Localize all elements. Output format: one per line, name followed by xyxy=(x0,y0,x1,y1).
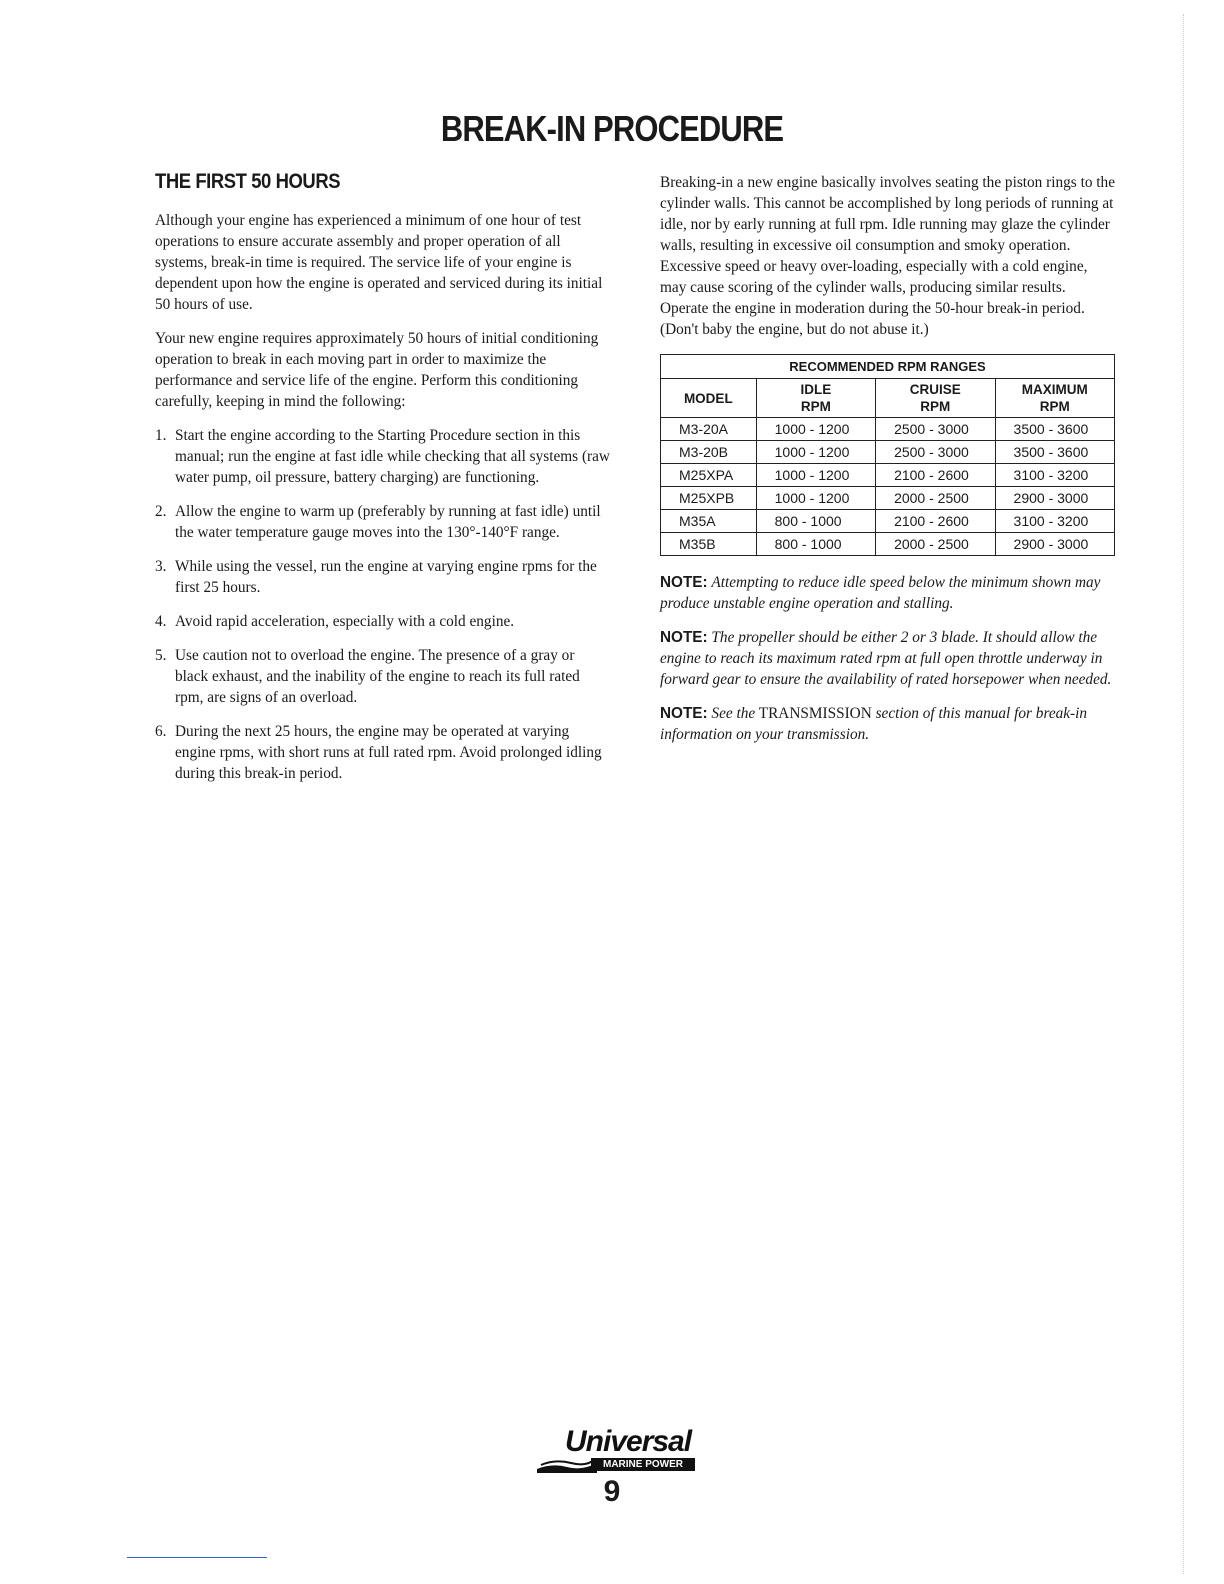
step-text: Use caution not to overload the engine. The presence of a gray or black exhaust, and the inability of the engine to reach its full rated rpm, are signs of an overload. xyxy=(175,647,580,706)
step-number: 2. xyxy=(155,503,167,520)
cruise-cell: 2500 - 3000 xyxy=(876,418,995,441)
table-row xyxy=(661,510,1115,533)
max-cell: 3500 - 3600 xyxy=(995,441,1114,464)
model-cell: M35A xyxy=(661,510,757,533)
note-label: NOTE: xyxy=(660,574,708,591)
idle-cell: 1000 - 1200 xyxy=(756,418,875,441)
break-in-steps xyxy=(155,425,610,784)
max-cell: 2900 - 3000 xyxy=(995,533,1114,556)
max-cell: 3100 - 3200 xyxy=(995,510,1114,533)
logo-brand: Universal xyxy=(565,1425,692,1458)
list-item xyxy=(155,501,610,543)
column-header-maximum: MAXIMUM RPM xyxy=(995,379,1114,418)
note-text: Attempting to reduce idle speed below the minimum shown may produce unstable engine operation and stalling. xyxy=(660,574,1101,612)
right-column xyxy=(660,172,1115,758)
logo-tagline: MARINE POWER xyxy=(591,1458,695,1471)
column-header-idle: IDLE RPM xyxy=(756,379,875,418)
step-text: Avoid rapid acceleration, especially with a cold engine. xyxy=(175,613,515,630)
model-cell: M35B xyxy=(661,533,757,556)
step-text: Start the engine according to the Starting Procedure section in this manual; run the engine at fast idle while checking that all systems (raw water pump, oil pressure, battery charging) are functioning. xyxy=(175,427,610,486)
list-item xyxy=(155,645,610,708)
step-number: 4. xyxy=(155,613,167,630)
step-text: Allow the engine to warm up (preferably by running at fast idle) until the water temperature gauge moves into the 130°-140°F range. xyxy=(175,503,601,541)
list-item xyxy=(155,556,610,598)
footer-rule xyxy=(127,1557,267,1558)
idle-cell: 1000 - 1200 xyxy=(756,464,875,487)
idle-cell: 1000 - 1200 xyxy=(756,441,875,464)
step-number: 3. xyxy=(155,558,167,575)
column-header-cruise: CRUISE RPM xyxy=(876,379,995,418)
left-column xyxy=(155,170,610,797)
page-edge-rule xyxy=(1183,14,1184,1574)
page-title: BREAK-IN PROCEDURE xyxy=(440,108,784,150)
step-text: While using the vessel, run the engine at varying engine rpms for the first 25 hours. xyxy=(175,558,597,596)
cruise-cell: 2100 - 2600 xyxy=(876,464,995,487)
cruise-cell: 2000 - 2500 xyxy=(876,487,995,510)
list-item xyxy=(155,721,610,784)
section-heading: THE FIRST 50 HOURS xyxy=(155,170,341,193)
model-cell: M3-20A xyxy=(661,418,757,441)
idle-cell: 800 - 1000 xyxy=(756,510,875,533)
table-row xyxy=(661,487,1115,510)
note-label: NOTE: xyxy=(660,705,708,722)
table-row xyxy=(661,441,1115,464)
step-text: During the next 25 hours, the engine may be operated at varying engine rpms, with short runs at full rated rpm. Avoid prolonged idling during this break-in period. xyxy=(175,723,602,782)
list-item xyxy=(155,425,610,488)
table-row xyxy=(661,418,1115,441)
cruise-cell: 2500 - 3000 xyxy=(876,441,995,464)
column-header-model: MODEL xyxy=(661,379,757,418)
idle-cell: 800 - 1000 xyxy=(756,533,875,556)
model-cell: M3-20B xyxy=(661,441,757,464)
intro-paragraph: Although your engine has experienced a minimum of one hour of test operations to ensure accurate assembly and proper operation of all systems, break-in time is required. The service life of your engine is dependent upon how the engine is operated and serviced during its initial 50 hours of use. xyxy=(155,212,603,313)
note-text: See the xyxy=(711,705,756,722)
note-label: NOTE: xyxy=(660,629,708,646)
max-cell: 3100 - 3200 xyxy=(995,464,1114,487)
idle-cell: 1000 - 1200 xyxy=(756,487,875,510)
note-propeller xyxy=(660,627,1115,690)
breaking-in-paragraph: Breaking-in a new engine basically involves seating the piston rings to the cylinder walls. This cannot be accomplished by long periods of running at idle, nor by early running at full rpm. Idle running may glaze the cylinder walls, resulting in excessive oil consumption and smoky operation. Excessive speed or heavy over-loading, especially with a cold engine, may cause scoring of the cylinder walls, producing similar results. Operate the engine in moderation during the 50-hour break-in period. (Don't baby the engine, but do not abuse it.) xyxy=(660,174,1115,338)
universal-logo xyxy=(537,1425,697,1475)
list-item xyxy=(155,611,610,632)
table-row xyxy=(661,464,1115,487)
max-cell: 3500 - 3600 xyxy=(995,418,1114,441)
note-transmission-word: TRANSMISSION xyxy=(758,705,872,722)
step-number: 1. xyxy=(155,427,167,444)
model-cell: M25XPA xyxy=(661,464,757,487)
rpm-ranges-table xyxy=(660,354,1115,556)
note-text: The propeller should be either 2 or 3 blade. It should allow the engine to reach its maximum rated rpm at full open throttle underway in forward gear to ensure the availability of rated horsepower when needed. xyxy=(660,629,1112,688)
step-number: 6. xyxy=(155,723,167,740)
note-transmission xyxy=(660,703,1115,745)
max-cell: 2900 - 3000 xyxy=(995,487,1114,510)
table-row xyxy=(661,533,1115,556)
page-number: 9 xyxy=(603,1475,621,1508)
model-cell: M25XPB xyxy=(661,487,757,510)
cruise-cell: 2000 - 2500 xyxy=(876,533,995,556)
cruise-cell: 2100 - 2600 xyxy=(876,510,995,533)
step-number: 5. xyxy=(155,647,167,664)
note-idle-speed xyxy=(660,572,1115,614)
table-caption: RECOMMENDED RPM RANGES xyxy=(661,355,1115,379)
note-text: section of this manual for break-in information on your transmission. xyxy=(660,705,1088,743)
conditioning-paragraph: Your new engine requires approximately 50 hours of initial conditioning operation to break in each moving part in order to maximize the performance and service life of the engine. Perform this conditioning carefully, keeping in mind the following: xyxy=(155,330,599,410)
